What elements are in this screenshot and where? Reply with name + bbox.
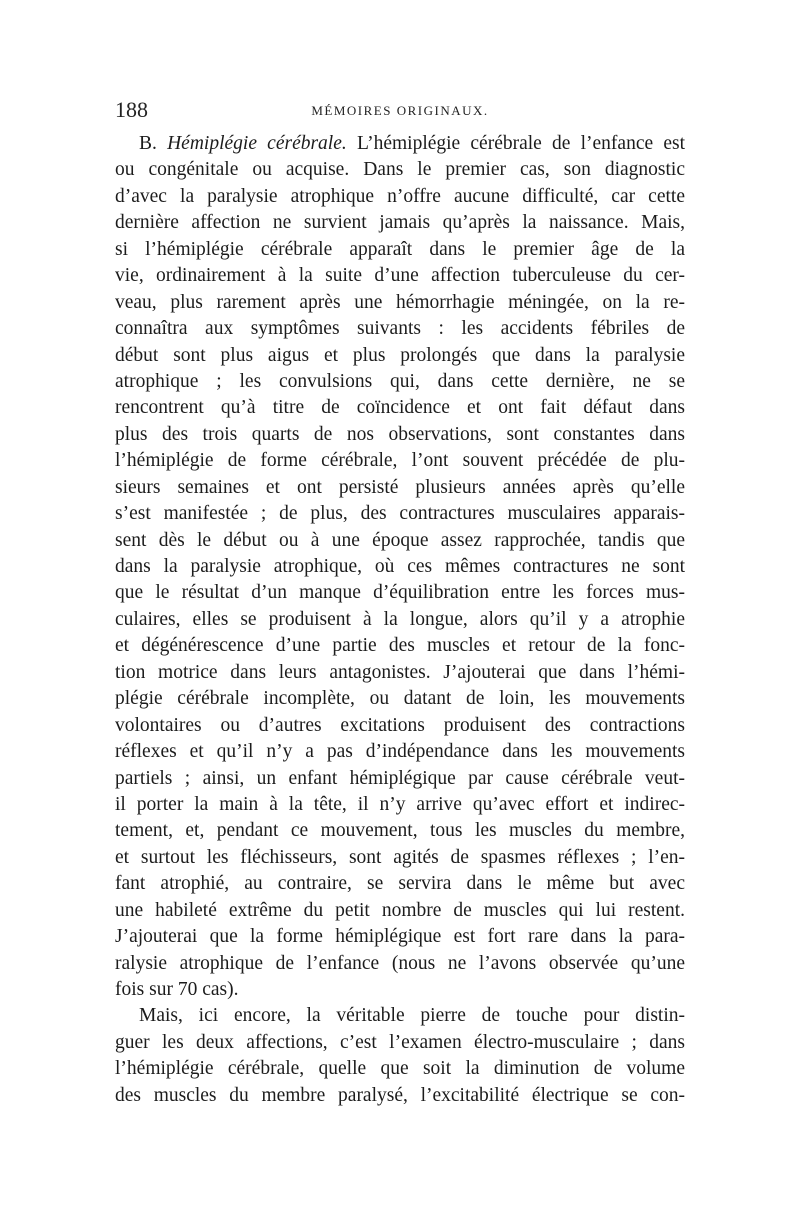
running-header — [115, 98, 685, 124]
text-line: sieurs semaines et ont persisté plusieurs années après qu’elle — [115, 476, 685, 498]
text-line: guer les deux affections, c’est l’examen électro-musculaire ; dans — [115, 1031, 685, 1053]
text-line: Mais, ici encore, la véritable pierre de touche pour distin- — [139, 1005, 685, 1027]
running-title: MÉMOIRES ORIGINAUX. — [311, 103, 489, 118]
section-label: B. — [139, 133, 157, 154]
text-line: l’hémiplégie cérébrale, quelle que soit la diminution de volume — [115, 1058, 685, 1080]
text-line: volontaires ou d’autres excitations produisent des contractions — [115, 714, 685, 736]
text-line: vie, ordinairement à la suite d’une affection tuberculeuse du cer- — [115, 265, 685, 287]
text-line: atrophique ; les convulsions qui, dans cette dernière, ne se — [115, 370, 685, 392]
text-line: tement, et, pendant ce mouvement, tous les muscles du membre, — [115, 820, 685, 842]
text-line: connaîtra aux symptômes suivants : les accidents fébriles de — [115, 318, 685, 340]
text-line: plégie cérébrale incomplète, ou datant de loin, les mouvements — [115, 688, 685, 710]
text-line: rencontrent qu’à titre de coïncidence et ont fait défaut dans — [115, 397, 685, 419]
text-line: veau, plus rarement après une hémorrhagie méningée, on la re- — [115, 291, 685, 313]
text-line: partiels ; ainsi, un enfant hémiplégique par cause cérébrale veut- — [115, 767, 685, 789]
text-line: J’ajouterai que la forme hémiplégique est fort rare dans la para- — [115, 926, 685, 948]
text-line: fant atrophié, au contraire, se servira dans le même but avec — [115, 873, 685, 895]
text-line: il porter la main à la tête, il n’y arrive qu’avec effort et indirec- — [115, 793, 685, 815]
text-line: début sont plus aigus et plus prolongés que dans la paralysie — [115, 344, 685, 366]
body-text — [115, 131, 685, 1109]
text-line: ralysie atrophique de l’enfance (nous ne l’avons observée qu’une — [115, 952, 685, 974]
text-line: dernière affection ne survient jamais qu’après la naissance. Mais, — [115, 212, 685, 234]
text-line: si l’hémiplégie cérébrale apparaît dans le premier âge de la — [115, 238, 685, 260]
text-line: une habileté extrême du petit nombre de muscles qui lui restent. — [115, 899, 685, 921]
text-line: L’hémiplégie cérébrale de l’enfance est — [346, 133, 685, 154]
text-line: d’avec la paralysie atrophique n’offre aucune difficulté, car cette — [115, 185, 685, 207]
text-line: sent dès le début ou à une époque assez rapprochée, tandis que — [115, 529, 685, 551]
text-line: réflexes et qu’il n’y a pas d’indépendance dans les mouvements — [115, 741, 685, 763]
first-line — [115, 131, 685, 157]
text-line: tion motrice dans leurs antagonistes. J’ajouterai que dans l’hémi- — [115, 661, 685, 683]
text-line: des muscles du membre paralysé, l’excitabilité électrique se con- — [115, 1084, 685, 1106]
section-title: Hémiplégie cérébrale. — [167, 133, 347, 154]
text-line: et surtout les fléchisseurs, sont agités de spasmes réflexes ; l’en- — [115, 846, 685, 868]
text-line: plus des trois quarts de nos observations, sont constantes dans — [115, 423, 685, 445]
text-line: fois sur 70 cas). — [115, 979, 239, 1000]
text-line: que le résultat d’un manque d’équilibration entre les forces mus- — [115, 582, 685, 604]
page-number: 188 — [115, 97, 148, 122]
text-line: s’est manifestée ; de plus, des contractures musculaires apparais- — [115, 503, 685, 525]
text-line: ou congénitale ou acquise. Dans le premier cas, son diagnostic — [115, 159, 685, 181]
text-line: l’hémiplégie de forme cérébrale, l’ont souvent précédée de plu- — [115, 450, 685, 472]
text-line: et dégénérescence d’une partie des muscles et retour de la fonc- — [115, 635, 685, 657]
text-line: dans la paralysie atrophique, où ces mêmes contractures ne sont — [115, 556, 685, 577]
text-line: culaires, elles se produisent à la longue, alors qu’il y a atrophie — [115, 608, 685, 630]
